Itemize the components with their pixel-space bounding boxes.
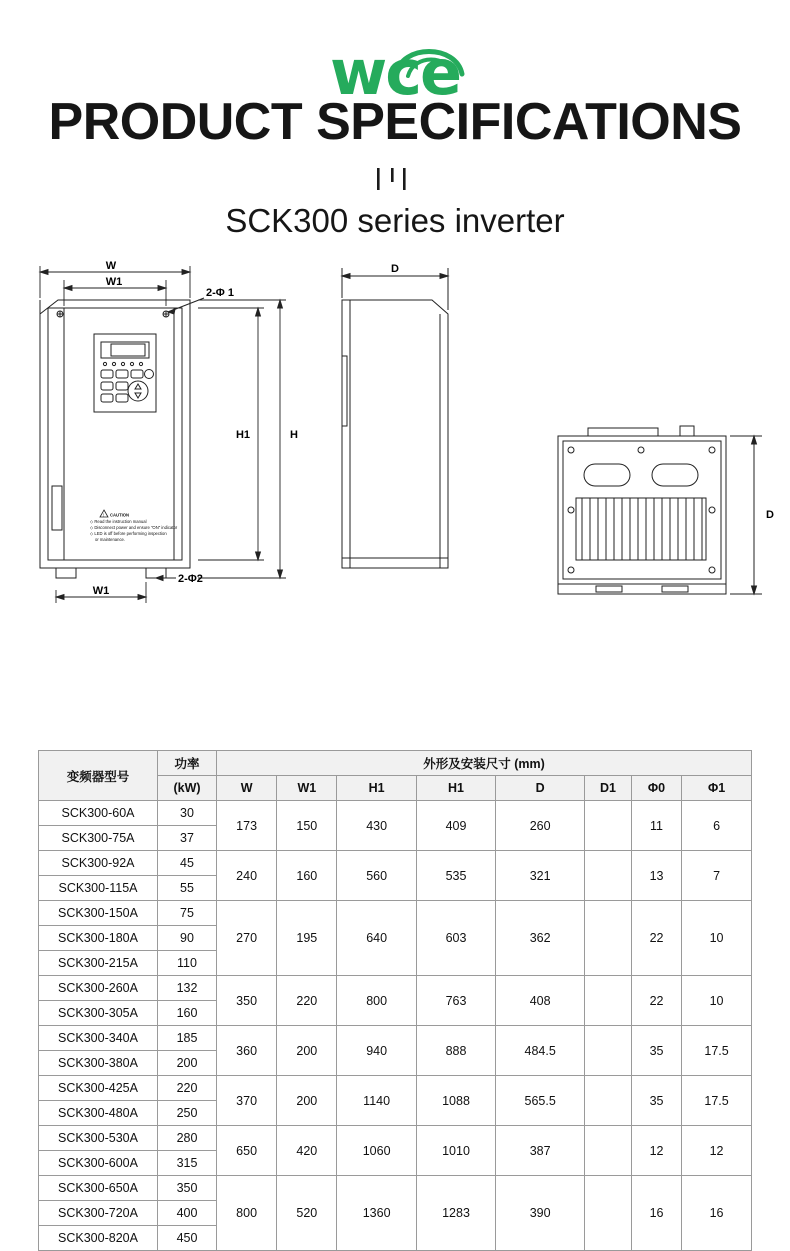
cell-w: 240 [217,851,277,901]
caution-icon [100,510,108,517]
cell-w: 350 [217,976,277,1026]
cell-h1-a: 640 [337,901,416,976]
cell-model: SCK300-215A [39,951,158,976]
cell-w1: 200 [277,1076,337,1126]
cell-model: SCK300-150A [39,901,158,926]
cell-d1 [585,801,632,851]
cell-model: SCK300-425A [39,1076,158,1101]
header-col-d: D [496,776,585,801]
cell-w: 360 [217,1026,277,1076]
cell-phi1: 17.5 [682,1076,752,1126]
cell-h1-a: 560 [337,851,416,901]
cell-phi0: 35 [631,1076,681,1126]
table-row [39,1076,752,1101]
caution-line-3: ◇ LED is off before performing inspection [90,531,167,536]
cell-h1-a: 1140 [337,1076,416,1126]
cell-h1-b: 888 [416,1026,495,1076]
table-row [39,1126,752,1151]
dim-label-w1-bottom: W1 [92,585,110,597]
header-col-h1a: H1 [337,776,416,801]
cell-power-kw: 132 [158,976,217,1001]
caution-line-2: ◇ Disconnect power and ensure "ON" indicator [90,525,178,530]
cell-w: 370 [217,1076,277,1126]
header-power-line2: (kW) [158,776,217,801]
cell-power-kw: 30 [158,801,217,826]
cell-power-kw: 45 [158,851,217,876]
header-dims-group: 外形及安装尺寸 (mm) [217,751,752,776]
table-row [39,976,752,1001]
cell-w1: 220 [277,976,337,1026]
page-title: PRODUCT SPECIFICATIONS [48,93,742,151]
header-power-line1: 功率 [158,751,217,776]
cell-power-kw: 250 [158,1101,217,1126]
cell-d: 565.5 [496,1076,585,1126]
cell-w: 800 [217,1176,277,1251]
cell-model: SCK300-820A [39,1226,158,1251]
cell-d1 [585,1076,632,1126]
cell-d: 484.5 [496,1026,585,1076]
cell-d: 390 [496,1176,585,1251]
cell-d: 321 [496,851,585,901]
svg-text:!: ! [103,512,105,518]
cell-power-kw: 37 [158,826,217,851]
table-row [39,1176,752,1201]
cell-d: 387 [496,1126,585,1176]
cell-power-kw: 160 [158,1001,217,1026]
cell-phi0: 16 [631,1176,681,1251]
cell-power-kw: 75 [158,901,217,926]
cell-model: SCK300-650A [39,1176,158,1201]
cell-power-kw: 110 [158,951,217,976]
cell-phi0: 12 [631,1126,681,1176]
header-col-phi0: Φ0 [631,776,681,801]
cell-phi0: 13 [631,851,681,901]
dim-label-d-side: D [391,263,399,275]
dim-label-hole-bottom: 2-Φ2 [178,573,203,585]
dim-label-h1: H1 [235,429,250,441]
cell-phi0: 22 [631,901,681,976]
cell-power-kw: 350 [158,1176,217,1201]
cell-d1 [585,976,632,1026]
cell-phi1: 10 [682,976,752,1026]
cell-h1-a: 1360 [337,1176,416,1251]
cell-phi0: 22 [631,976,681,1026]
header-col-h1b: H1 [416,776,495,801]
cell-power-kw: 280 [158,1126,217,1151]
cell-h1-b: 763 [416,976,495,1026]
caution-line-1: ◇ Read the instruction manual [90,519,147,524]
table-row [39,851,752,876]
cell-phi1: 12 [682,1126,752,1176]
cell-h1-a: 800 [337,976,416,1026]
cell-w1: 420 [277,1126,337,1176]
cell-w1: 160 [277,851,337,901]
dim-label-w: W [105,260,117,272]
cell-w1: 150 [277,801,337,851]
cell-model: SCK300-180A [39,926,158,951]
cell-h1-b: 1010 [416,1126,495,1176]
cell-power-kw: 220 [158,1076,217,1101]
cell-d: 408 [496,976,585,1026]
cell-model: SCK300-340A [39,1026,158,1051]
cell-model: SCK300-115A [39,876,158,901]
dim-label-d-bottom: D [766,509,774,521]
cell-phi1: 6 [682,801,752,851]
cell-h1-b: 603 [416,901,495,976]
cell-w: 650 [217,1126,277,1176]
cell-power-kw: 450 [158,1226,217,1251]
cell-h1-a: 940 [337,1026,416,1076]
divider [0,166,790,192]
cell-phi0: 11 [631,801,681,851]
header-model: 变频器型号 [39,751,158,801]
cell-power-kw: 200 [158,1051,217,1076]
logo-text: wce [329,36,461,109]
cell-model: SCK300-92A [39,851,158,876]
cell-phi1: 10 [682,901,752,976]
table-header-row-1 [39,751,752,776]
cell-h1-b: 1088 [416,1076,495,1126]
cell-w: 173 [217,801,277,851]
specifications-table-container [38,750,752,1251]
cell-w1: 200 [277,1026,337,1076]
table-row [39,1026,752,1051]
cell-h1-a: 1060 [337,1126,416,1176]
table-row [39,901,752,926]
cell-phi1: 16 [682,1176,752,1251]
cell-model: SCK300-260A [39,976,158,1001]
table-body [39,801,752,1251]
cell-h1-b: 409 [416,801,495,851]
cell-w1: 195 [277,901,337,976]
cell-model: SCK300-480A [39,1101,158,1126]
cell-h1-b: 535 [416,851,495,901]
cell-model: SCK300-75A [39,826,158,851]
three-stroke-divider-icon [369,166,421,192]
cell-d: 362 [496,901,585,976]
technical-drawings [0,258,790,638]
cell-model: SCK300-720A [39,1201,158,1226]
cell-d1 [585,901,632,976]
cell-w: 270 [217,901,277,976]
front-view-drawing [18,258,318,618]
page-subtitle: SCK300 series inverter [225,202,565,239]
cell-d: 260 [496,801,585,851]
cell-power-kw: 185 [158,1026,217,1051]
cell-model: SCK300-600A [39,1151,158,1176]
cell-power-kw: 55 [158,876,217,901]
cell-phi1: 7 [682,851,752,901]
cell-phi1: 17.5 [682,1026,752,1076]
cell-d1 [585,1176,632,1251]
cell-h1-a: 430 [337,801,416,851]
dim-label-hole-top: 2-Φ 1 [206,287,234,299]
cell-model: SCK300-305A [39,1001,158,1026]
cell-model: SCK300-530A [39,1126,158,1151]
header-col-d1: D1 [585,776,632,801]
caution-title: CAUTION [110,512,130,518]
cell-phi0: 35 [631,1026,681,1076]
logo-container [0,0,790,109]
cell-d1 [585,851,632,901]
header-col-w: W [217,776,277,801]
cell-d1 [585,1126,632,1176]
caution-line-4: or maintenance. [95,537,126,542]
brand-logo [329,36,461,109]
cell-w1: 520 [277,1176,337,1251]
dim-label-w1-top: W1 [105,276,123,288]
dim-label-h: H [290,429,298,441]
header-col-w1: W1 [277,776,337,801]
specifications-table [38,750,752,1251]
header-col-phi1: Φ1 [682,776,752,801]
cell-d1 [585,1026,632,1076]
cell-h1-b: 1283 [416,1176,495,1251]
cell-power-kw: 90 [158,926,217,951]
table-row [39,801,752,826]
arc-swoosh-icon [392,38,466,78]
cell-power-kw: 400 [158,1201,217,1226]
side-view-drawing [320,258,510,618]
cell-model: SCK300-60A [39,801,158,826]
cell-model: SCK300-380A [39,1051,158,1076]
bottom-view-drawing [540,406,780,626]
cell-power-kw: 315 [158,1151,217,1176]
